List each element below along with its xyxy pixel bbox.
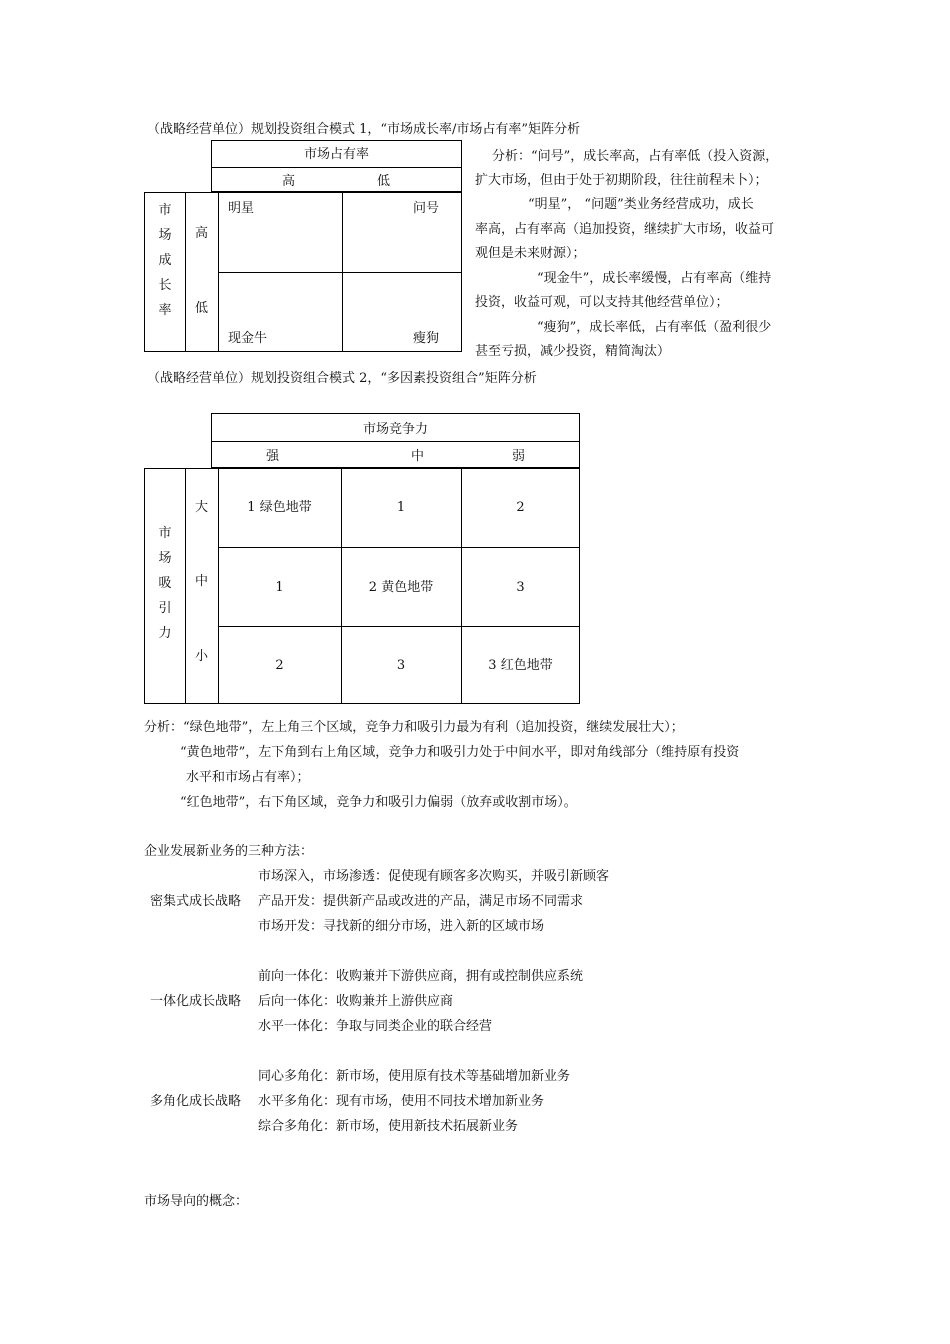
bcg-analysis-line: 甚至亏损，减少投资，精简淘汰） — [475, 344, 671, 359]
ge-analysis-line: 分析：“绿色地带”，左上角三个区域，竞争力和吸引力最为有利（追加投资，继续发展壮大）； — [144, 720, 684, 735]
bcg-analysis-line: 分析：“问号”，成长率高，占有率低（投入资源， — [492, 149, 779, 164]
ge-col-strong: 强 — [266, 449, 280, 464]
ge-cell: 1 绿色地带 — [247, 500, 312, 515]
bcg-analysis-line: “明星”， “问题”类业务经营成功，成长 — [528, 197, 754, 212]
growth-item: 市场深入，市场渗透：促使现有顾客多次购买，并吸引新顾客 — [258, 869, 610, 884]
ge-cell: 1 — [396, 500, 406, 515]
bcg-analysis-line: 率高，占有率高（追加投资，继续扩大市场，收益可 — [475, 222, 775, 237]
ge-col-weak: 弱 — [512, 449, 526, 464]
ge-row-large: 大 — [195, 500, 209, 515]
growth-group-name: 多角化成长战略 — [150, 1094, 242, 1109]
growth-item: 同心多角化：新市场，使用原有技术等基础增加新业务 — [258, 1069, 571, 1084]
bcg-col-header: 市场占有率 — [303, 147, 369, 162]
section4-title: 市场导向的概念： — [144, 1194, 249, 1209]
growth-item: 水平一体化：争取与同类企业的联合经营 — [258, 1019, 493, 1034]
ge-analysis-line: 水平和市场占有率）； — [186, 770, 310, 785]
ge-row-header: 市 场 吸 引 力 — [158, 526, 172, 641]
bcg-cell-star: 明星 — [228, 201, 255, 216]
bcg-cell-question: 问号 — [413, 201, 440, 216]
ge-cell: 1 — [275, 580, 284, 595]
bcg-analysis-line: 投资，收益可观，可以支持其他经营单位）； — [475, 295, 729, 310]
growth-item: 前向一体化：收购兼并下游供应商，拥有或控制供应系统 — [258, 969, 584, 984]
bcg-col-low: 低 — [377, 174, 391, 189]
section1-title: （战略经营单位）规划投资组合模式 1，“市场成长率/市场占有率”矩阵分析 — [147, 122, 581, 137]
bcg-row-header: 市 场 成 长 率 — [158, 203, 172, 318]
bcg-col-high: 高 — [282, 174, 296, 189]
ge-cell: 3 — [396, 658, 406, 673]
ge-analysis-line: “黄色地带”，左下角到右上角区域，竞争力和吸引力处于中间水平，即对角线部分（维持原有投资 — [180, 745, 740, 760]
section3-title: 企业发展新业务的三种方法： — [144, 844, 314, 859]
growth-group-name: 密集式成长战略 — [150, 894, 242, 909]
bcg-cell-dog: 瘦狗 — [413, 331, 440, 346]
section2-title: （战略经营单位）规划投资组合模式 2，“多因素投资组合”矩阵分析 — [147, 371, 537, 386]
ge-cell: 2 — [275, 658, 284, 673]
ge-cell: 3 — [516, 580, 525, 595]
bcg-analysis-line: “现金牛”，成长率缓慢，占有率高（维持 — [537, 271, 772, 286]
ge-row-medium: 中 — [195, 574, 209, 589]
ge-cell: 3 红色地带 — [488, 658, 553, 673]
ge-col-medium: 中 — [411, 449, 425, 464]
bcg-row-low: 低 — [195, 301, 209, 316]
ge-row-small: 小 — [195, 649, 209, 664]
growth-item: 后向一体化：收购兼并上游供应商 — [258, 994, 454, 1009]
ge-cell: 2 — [516, 500, 525, 515]
bcg-row-high: 高 — [195, 226, 209, 241]
growth-item: 综合多角化：新市场，使用新技术拓展新业务 — [258, 1119, 519, 1134]
bcg-cell-cow: 现金牛 — [228, 331, 268, 346]
bcg-analysis-line: 观但是未来财源）； — [475, 246, 586, 261]
growth-group-name: 一体化成长战略 — [150, 994, 242, 1009]
bcg-analysis-line: 扩大市场，但由于处于初期阶段，往往前程未卜）； — [475, 173, 768, 188]
ge-col-header: 市场竞争力 — [362, 422, 428, 437]
ge-analysis-line: “红色地带”，右下角区域，竞争力和吸引力偏弱（放弃或收割市场）。 — [180, 795, 577, 810]
growth-item: 产品开发：提供新产品或改进的产品，满足市场不同需求 — [258, 894, 584, 909]
growth-item: 水平多角化：现有市场，使用不同技术增加新业务 — [258, 1094, 545, 1109]
growth-item: 市场开发：寻找新的细分市场，进入新的区域市场 — [258, 919, 545, 934]
ge-cell: 2 黄色地带 — [368, 580, 434, 595]
bcg-analysis-line: “瘦狗”，成长率低，占有率低（盈利很少 — [537, 320, 772, 335]
